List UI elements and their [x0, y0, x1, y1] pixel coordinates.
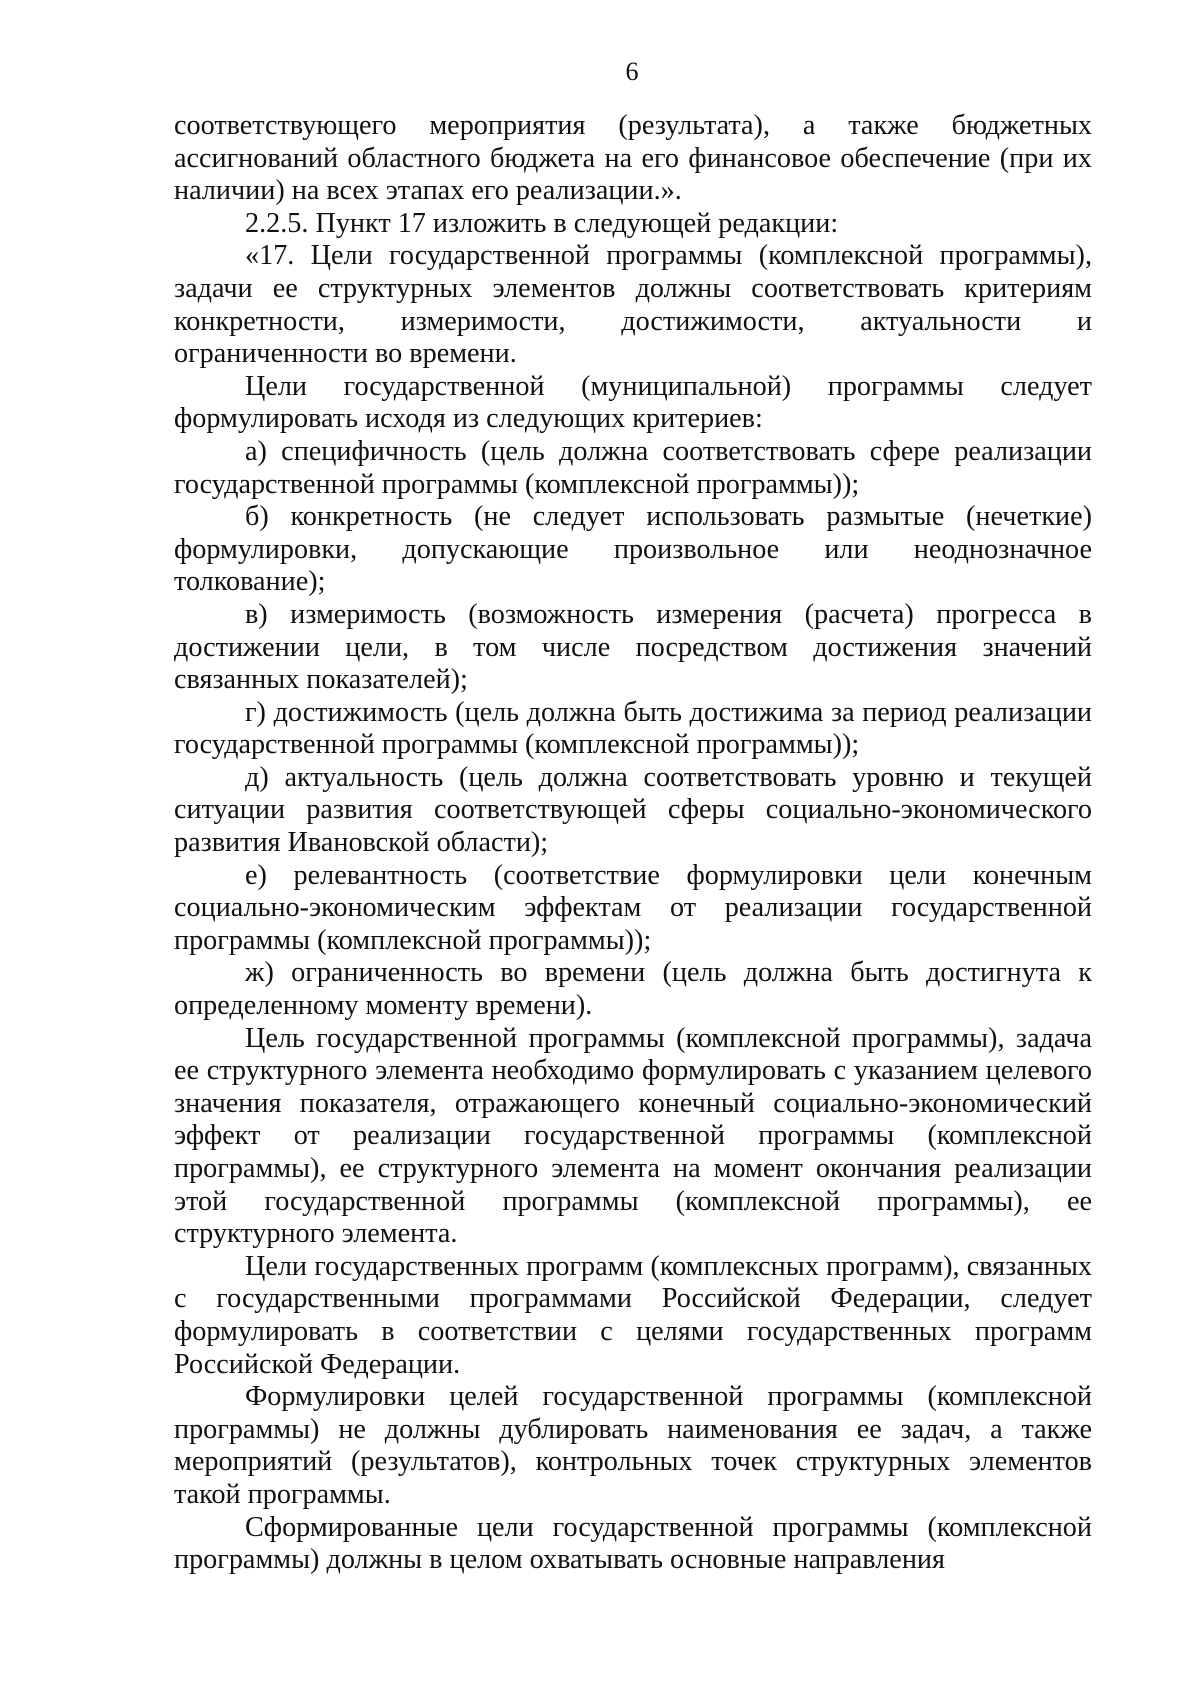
paragraph-criterion-zh: ж) ограниченность во времени (цель должна быть достигнута к определенному моменту времени). [174, 957, 1092, 1022]
paragraph-criterion-a: а) специфичность (цель должна соответствовать сфере реализации государственной программы (комплексной программы)); [174, 435, 1092, 500]
paragraph-criterion-v: в) измеримость (возможность измерения (расчета) прогресса в достижении цели, в том числе посредством достижения значений связанных показателей); [174, 598, 1092, 696]
paragraph-criterion-g: г) достижимость (цель должна быть достижима за период реализации государственной программы (комплексной программы)); [174, 696, 1092, 761]
paragraph-criteria-intro: Цели государственной (муниципальной) программы следует формулировать исходя из следующих критериев: [174, 370, 1092, 435]
paragraph-goals-coverage: Сформированные цели государственной программы (комплексной программы) должны в целом охватывать основные направления [174, 1511, 1092, 1576]
paragraph-continuation: соответствующего мероприятия (результата), а также бюджетных ассигнований областного бюджета на его финансовое обеспечение (при их наличии) на всех этапах его реализации.». [174, 110, 1092, 207]
document-body [174, 110, 1092, 1577]
paragraph-item-17: «17. Цели государственной программы (комплексной программы), задачи ее структурных элементов должны соответствовать критериям конкретности, измеримости, достижимости, актуальности и ограниченности во времени. [174, 240, 1092, 370]
page-number: 6 [625, 57, 639, 86]
paragraph-criterion-b: б) конкретность (не следует использовать размытые (нечеткие) формулировки, допускающие произвольное или неоднозначное толкование); [174, 501, 1092, 598]
paragraph-criterion-e: е) релевантность (соответствие формулировки цели конечным социально-экономическим эффектам от реализации государственной программы (комплексной программы)); [174, 859, 1092, 956]
paragraph-goals-federal: Цели государственных программ (комплексных программ), связанных с государственными программами Российской Федерации, следует формулировать в соответствии с целями государственных программ Российской Федерации. [174, 1250, 1092, 1380]
paragraph-goal-formulation: Цель государственной программы (комплексной программы), задача ее структурного элемента необходимо формулировать с указанием целевого значения показателя, отражающего конечный социально-экономический эффект от реализации государственной программы (комплексной программы), ее структурного элемента на момент окончания реализации этой государственной программы (комплексной программы), ее структурного элемента. [174, 1022, 1092, 1250]
paragraph-goals-no-duplication: Формулировки целей государственной программы (комплексной программы) не должны дублировать наименования ее задач, а также мероприятий (результатов), контрольных точек структурных элементов такой программы. [174, 1381, 1092, 1510]
paragraph-clause-2-2-5: 2.2.5. Пункт 17 изложить в следующей редакции: [245, 207, 839, 239]
paragraph-criterion-d: д) актуальность (цель должна соответствовать уровню и текущей ситуации развития соответствующей сферы социально-экономического развития Ивановской области); [174, 761, 1092, 859]
